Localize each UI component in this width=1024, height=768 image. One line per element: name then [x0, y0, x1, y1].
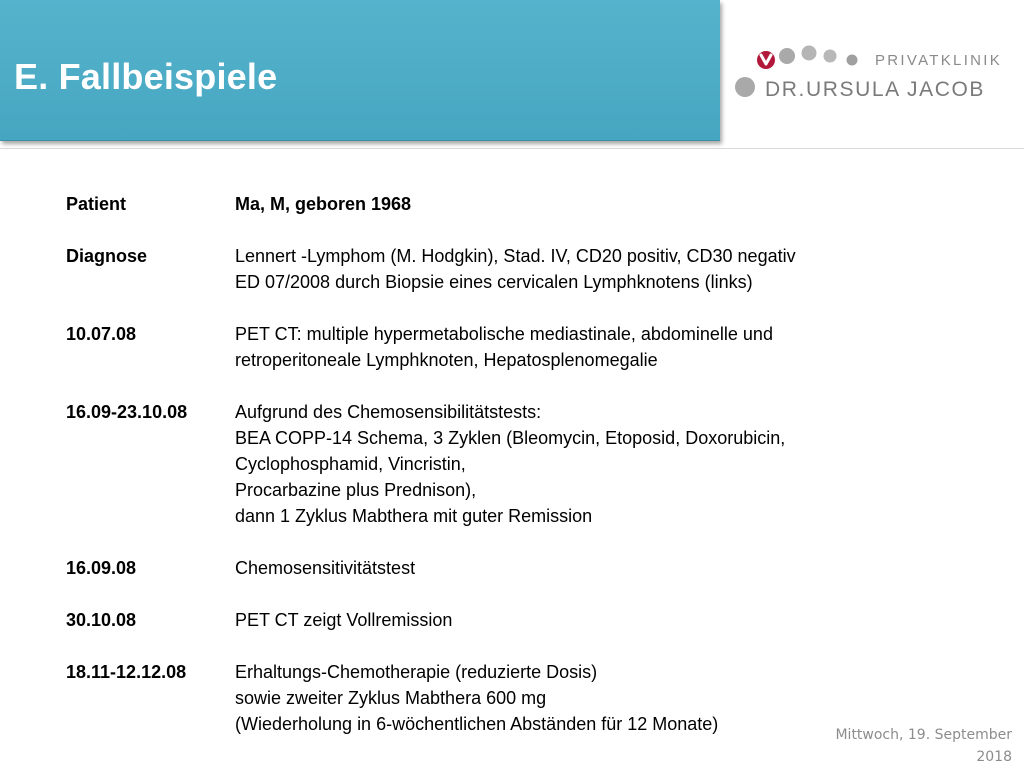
header-divider	[0, 148, 1024, 149]
entry-patient	[66, 191, 966, 217]
entry-text	[235, 555, 966, 581]
entry-line: (Wiederholung in 6-wöchentlichen Abständen für 12 Monate)	[235, 714, 719, 734]
entry-diagnose	[66, 243, 966, 295]
entry-line: Lennert -Lymphom (M. Hodgkin), Stad. IV, CD20 positiv, CD30 negativ	[235, 246, 796, 266]
entry-line: Chemosensitivitätstest	[235, 558, 416, 578]
entry-text	[235, 243, 966, 295]
entry-line: Procarbazine plus Prednison),	[235, 480, 477, 500]
entry-pet-ct-initial	[66, 321, 966, 373]
entry-line: BEA COPP-14 Schema, 3 Zyklen (Bleomycin, Etoposid, Doxorubicin,	[235, 428, 786, 448]
entry-chemosensitivity-test	[66, 555, 966, 581]
entry-line: Cyclophosphamid, Vincristin,	[235, 454, 466, 474]
entry-chemotherapy	[66, 399, 966, 529]
logo-accent-icon	[757, 51, 775, 69]
entry-line: retroperitoneale Lymphknoten, Hepatosplenomegalie	[235, 350, 658, 370]
footer-date	[835, 724, 1012, 768]
entry-line: Ma, M, geboren 1968	[235, 194, 412, 214]
logo-privatklinik-text: PRIVATKLINIK	[875, 52, 1003, 69]
entry-text	[235, 191, 966, 217]
entry-pet-ct-remission	[66, 607, 966, 633]
footer-date-line: Mittwoch, 19. September	[835, 727, 1012, 743]
entry-line: PET CT: multiple hypermetabolische mediastinale, abdominelle und	[235, 324, 773, 344]
entry-line: Aufgrund des Chemosensibilitätstests:	[235, 402, 542, 422]
entry-line: Erhaltungs-Chemotherapie (reduzierte Dosis)	[235, 662, 598, 682]
case-content	[66, 191, 966, 763]
entry-label: 30.10.08	[66, 610, 137, 630]
entry-label: 10.07.08	[66, 324, 137, 344]
entry-text	[235, 607, 966, 633]
entry-label: Patient	[66, 194, 127, 214]
entry-line: dann 1 Zyklus Mabthera mit guter Remission	[235, 506, 593, 526]
entry-maintenance	[66, 659, 966, 737]
entry-text	[235, 399, 966, 529]
logo-clinic-name: DR.URSULA JACOB	[765, 78, 986, 101]
entry-line: ED 07/2008 durch Biopsie eines cervicalen Lymphknotens (links)	[235, 272, 753, 292]
entry-label: 18.11-12.12.08	[66, 662, 187, 682]
entry-label: Diagnose	[66, 246, 148, 266]
entry-label: 16.09.08	[66, 558, 137, 578]
footer-year-line: 2018	[976, 749, 1012, 765]
entry-label: 16.09-23.10.08	[66, 402, 188, 422]
entry-text	[235, 321, 966, 373]
slide-title: E. Fallbeispiele	[14, 56, 278, 97]
entry-line: sowie zweiter Zyklus Mabthera 600 mg	[235, 688, 547, 708]
entry-line: PET CT zeigt Vollremission	[235, 610, 453, 630]
title-bar	[0, 0, 720, 141]
clinic-logo	[726, 40, 1016, 110]
